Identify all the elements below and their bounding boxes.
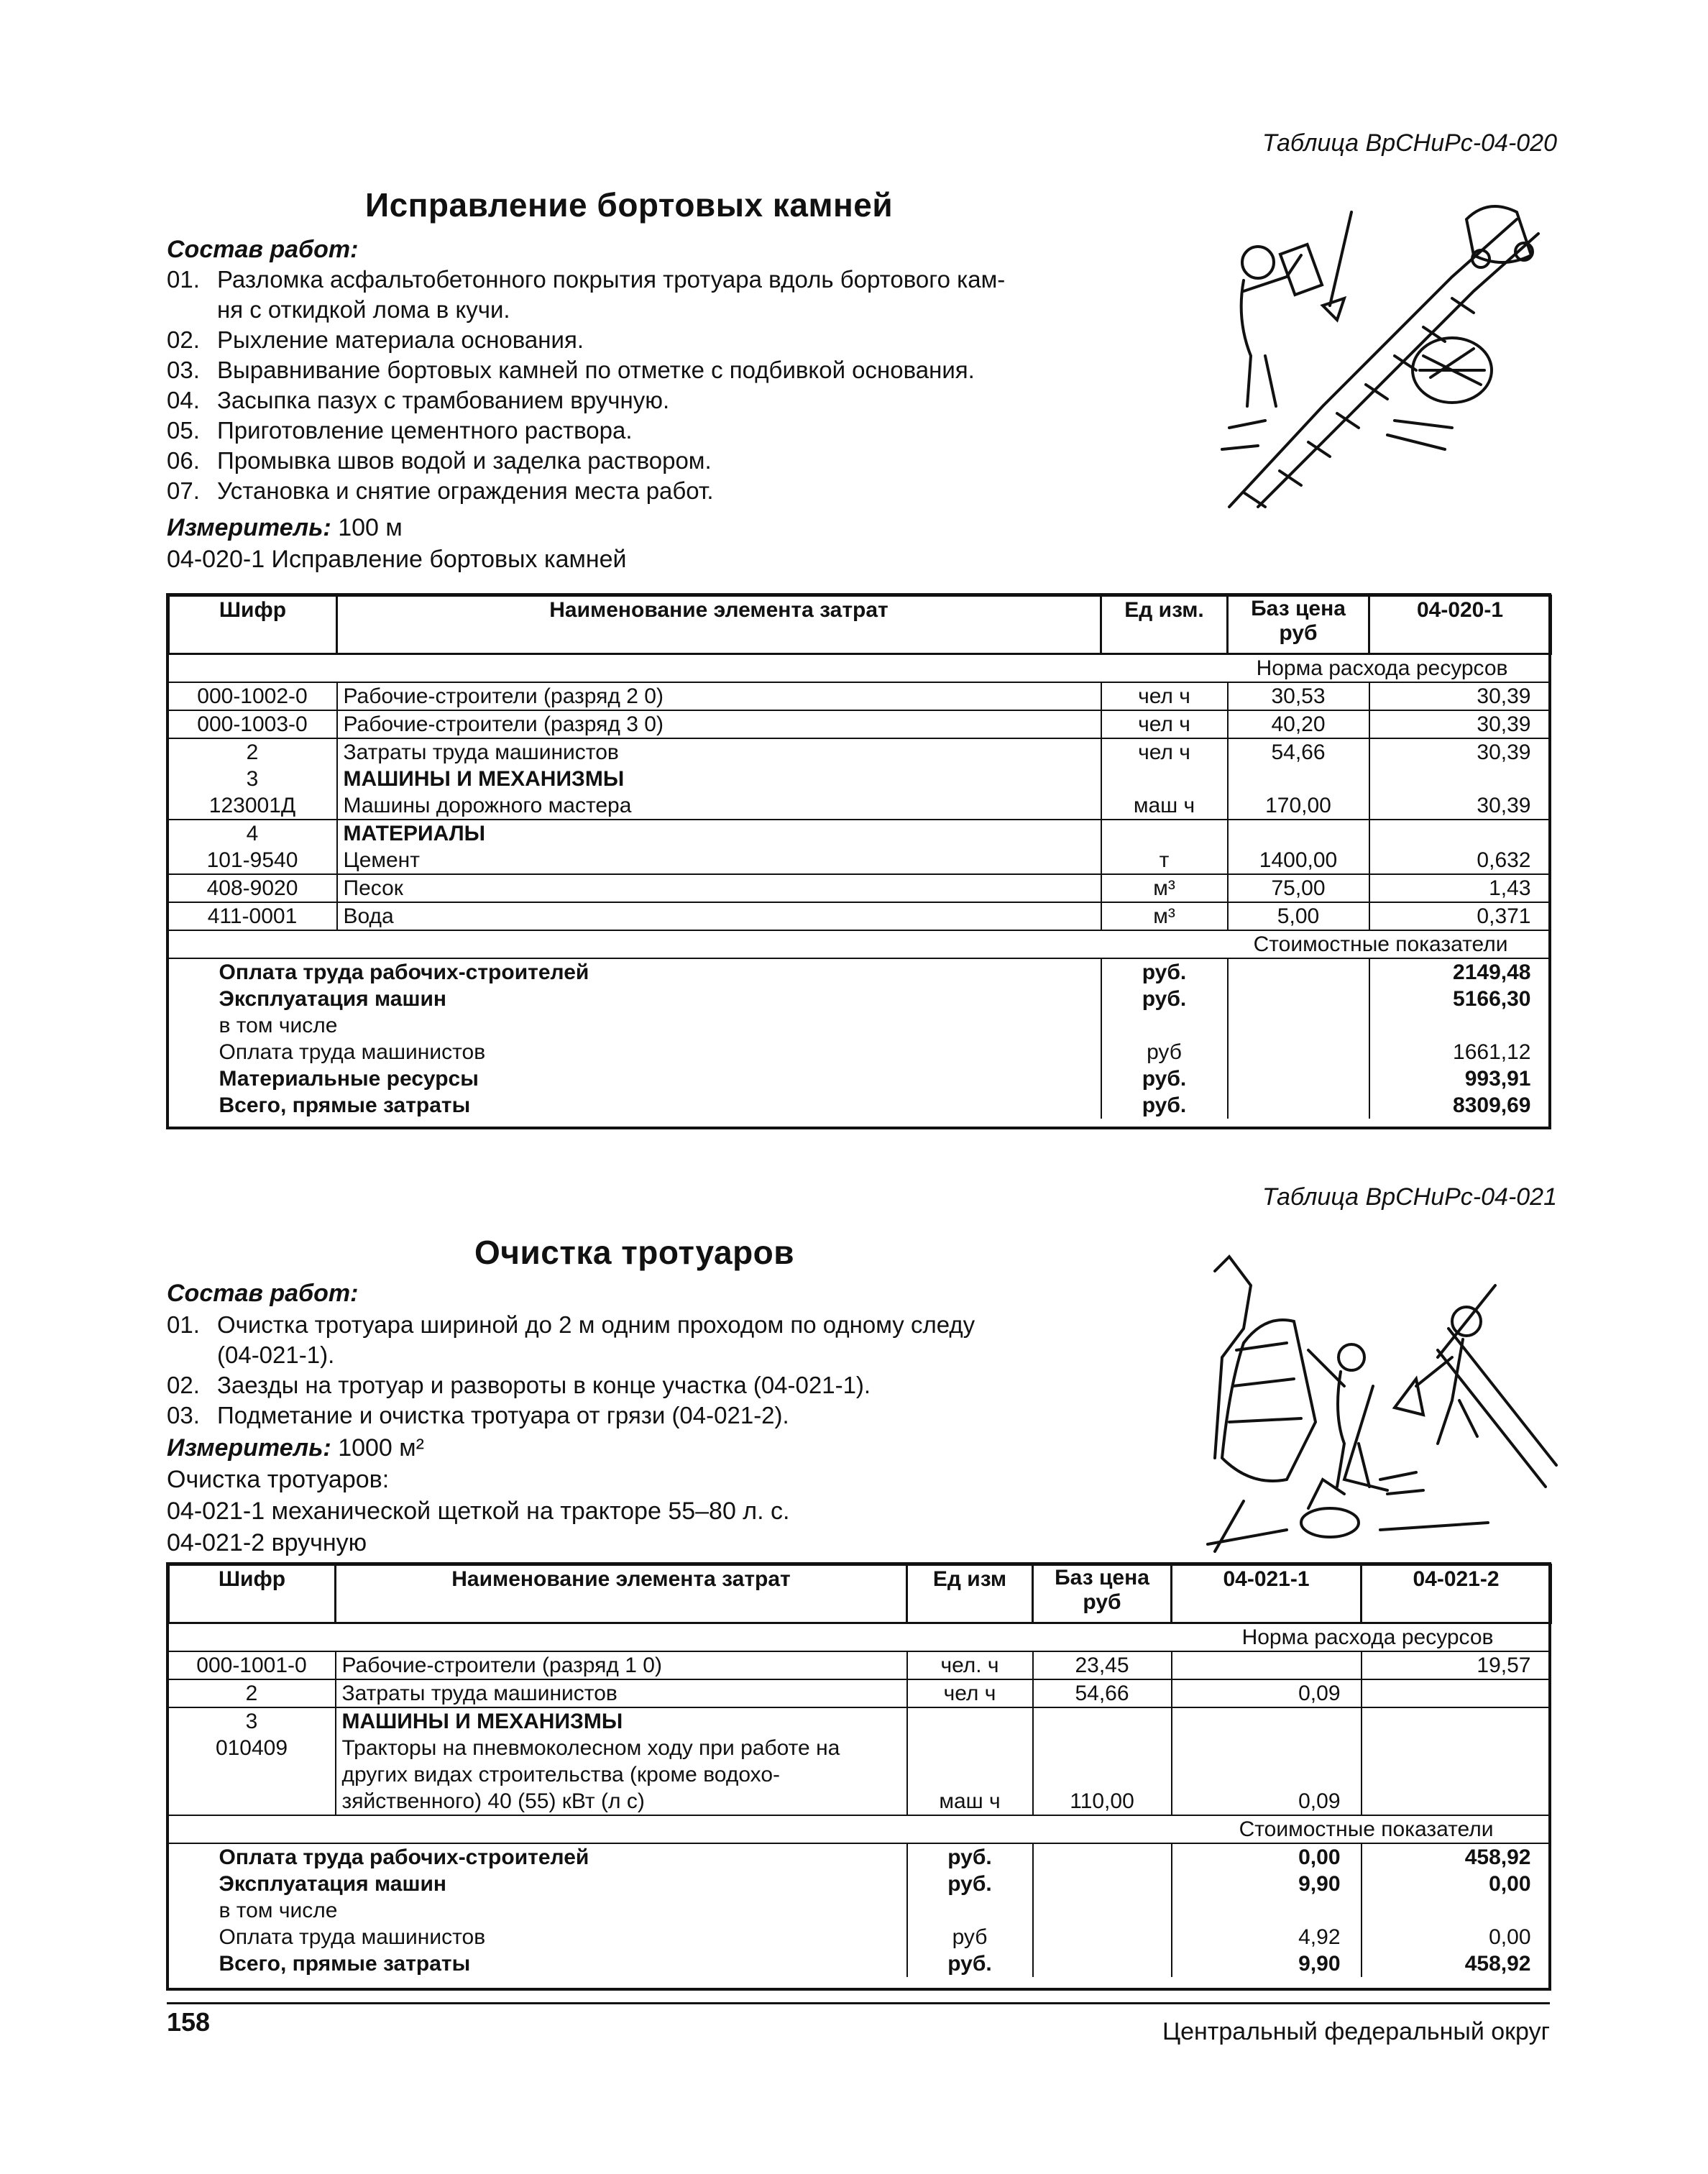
table-caption: Таблица ВрСНиРс-04-021 [1262, 1183, 1557, 1211]
cost-value: 0,00 [1362, 1871, 1551, 1897]
step-text: Подметание и очистка тротуара от грязи (04-021-2). [217, 1402, 789, 1428]
step-number: 02. [167, 326, 200, 353]
cost-row [169, 958, 1551, 986]
cost-value: 0,00 [1172, 1843, 1362, 1871]
base-price: 5,00 [1228, 902, 1369, 930]
cost-value: 2149,48 [1369, 958, 1551, 986]
resource-name: Рабочие-строители (разряд 1 0) [336, 1651, 907, 1679]
table-row [169, 847, 1551, 874]
work-step [167, 446, 1173, 476]
work-step [167, 355, 1173, 385]
work-steps-list [167, 1310, 1173, 1431]
work-step [167, 325, 1173, 355]
norm-value: 30,39 [1369, 738, 1551, 766]
resource-name: Затраты труда машинистов [337, 738, 1101, 766]
cost-unit: руб. [1101, 986, 1228, 1012]
cost-value: 0,00 [1362, 1924, 1551, 1950]
resource-name: Рабочие-строители (разряд 2 0) [337, 682, 1101, 710]
meter-value: 100 м [338, 514, 403, 541]
cost-value: 9,90 [1172, 1871, 1362, 1897]
base-price: 110,00 [1033, 1735, 1172, 1815]
unit: м³ [1101, 874, 1228, 902]
resource-name: Тракторы на пневмоколесном ходу при работе на других видах строительства (кроме водохо-зяйственного) 40 (55) кВт (л с) [336, 1735, 907, 1815]
curb-repair-illustration [1215, 191, 1567, 521]
step-text: Засыпка пазух с трамбованием вручную. [217, 387, 670, 413]
meter-line [167, 512, 403, 544]
cost-name: в том числе [219, 1899, 338, 1922]
step-number: 01. [167, 1311, 200, 1338]
step-number: 05. [167, 417, 200, 444]
base-price [1033, 1707, 1172, 1735]
column-header: Ед изм. [1101, 596, 1228, 654]
cost-unit: руб [907, 1924, 1033, 1950]
base-price: 54,66 [1228, 738, 1369, 766]
resource-code: 000-1001-0 [169, 1651, 336, 1679]
table-caption: Таблица ВрСНиРс-04-020 [1262, 129, 1557, 157]
cost-empty-cell [1033, 1871, 1172, 1897]
norm-value [1172, 1651, 1362, 1679]
column-header: 04-021-1 [1172, 1565, 1362, 1623]
norm-value: 1,43 [1369, 874, 1551, 902]
base-price [1228, 820, 1369, 847]
resource-code: 000-1003-0 [169, 710, 337, 738]
work-step [167, 1400, 1173, 1431]
unit: м³ [1101, 902, 1228, 930]
footer-rule [167, 2002, 1550, 2004]
work-step [167, 1310, 1173, 1340]
cost-row [169, 1924, 1551, 1950]
step-number: 06. [167, 447, 200, 474]
step-text: Выравнивание бортовых камней по отметке с подбивкой основания. [217, 357, 975, 383]
base-price: 170,00 [1228, 792, 1369, 820]
table-row [169, 874, 1551, 902]
step-text: ня с откидкой лома в кучи. [217, 296, 510, 323]
cost-name: Оплата труда рабочих-строителей [219, 960, 589, 984]
resource-code: 101-9540 [169, 847, 337, 874]
resource-name: Вода [337, 902, 1101, 930]
cost-name: Эксплуатация машин [219, 1872, 447, 1896]
meter-value: 1000 м² [338, 1434, 424, 1462]
norm-value [1172, 1707, 1362, 1735]
sweeping-illustration-icon [1200, 1242, 1560, 1559]
base-price: 40,20 [1228, 710, 1369, 738]
meter-label: Измеритель: [167, 514, 331, 541]
cost-name: Оплата труда рабочих-строителей [219, 1845, 589, 1869]
cost-value: 458,92 [1362, 1843, 1551, 1871]
norm-value: 30,39 [1369, 792, 1551, 820]
cost-row [169, 1012, 1551, 1039]
step-text: Установка и снятие ограждения места работ. [217, 477, 714, 504]
work-step [167, 476, 1173, 506]
table-row [169, 1707, 1551, 1735]
base-price [1228, 766, 1369, 792]
table-row [169, 1735, 1551, 1815]
cost-name: Оплата труда машинистов [219, 1040, 486, 1064]
cost-row [169, 1897, 1551, 1924]
unit [1101, 766, 1228, 792]
base-price: 30,53 [1228, 682, 1369, 710]
table-row [169, 766, 1551, 792]
step-number [167, 295, 217, 325]
table-row [169, 1651, 1551, 1679]
meter-label: Измеритель: [167, 1434, 331, 1462]
norm-value: 19,57 [1362, 1651, 1551, 1679]
code-item [167, 1527, 790, 1559]
norm-value: 0,09 [1172, 1735, 1362, 1815]
cost-empty-cell [1228, 1012, 1369, 1039]
cost-empty-cell [1228, 1065, 1369, 1092]
step-number: 01. [167, 266, 200, 293]
section-title: Исправление бортовых камней [365, 186, 894, 224]
table-row [169, 682, 1551, 710]
unit [1101, 820, 1228, 847]
norm-value [1362, 1679, 1551, 1707]
base-price: 54,66 [1033, 1679, 1172, 1707]
code-text: вручную [271, 1529, 367, 1556]
resource-code: 3 [246, 767, 259, 791]
unit: чел ч [1101, 738, 1228, 766]
cost-unit: руб. [907, 1950, 1033, 1977]
cost-unit [1101, 1012, 1228, 1039]
table-row [169, 792, 1551, 820]
cost-empty-cell [1033, 1897, 1172, 1924]
intro-line: Очистка тротуаров: [167, 1466, 390, 1493]
page-number: 158 [167, 2007, 211, 2037]
cost-unit: руб. [907, 1871, 1033, 1897]
work-step [167, 1370, 1173, 1400]
work-step [167, 295, 1173, 325]
step-text: Заезды на тротуар и развороты в конце участка (04-021-1). [217, 1372, 871, 1398]
unit [907, 1707, 1033, 1735]
table-row [169, 710, 1551, 738]
unit: чел ч [1101, 710, 1228, 738]
cost-name: в том числе [219, 1014, 338, 1037]
cost-empty-cell [1033, 1843, 1172, 1871]
work-composition-label: Состав работ: [167, 236, 359, 263]
work-step [167, 416, 1173, 446]
norm-value [1369, 820, 1551, 847]
code-number: 04-021-1 [167, 1498, 265, 1525]
cost-label-row [169, 930, 1551, 958]
cost-row [169, 1092, 1551, 1119]
step-number [167, 1340, 217, 1370]
step-text: Очистка тротуара шириной до 2 м одним проходом по одному следу [217, 1311, 975, 1338]
cost-name: Эксплуатация машин [219, 987, 447, 1011]
norm-value: 0,09 [1172, 1679, 1362, 1707]
norm-value [1362, 1735, 1551, 1815]
resource-name: МАШИНЫ И МЕХАНИЗМЫ [337, 766, 1101, 792]
cost-row [169, 1065, 1551, 1092]
code-item [167, 1495, 790, 1527]
cost-unit: руб. [907, 1843, 1033, 1871]
cost-label-row [169, 1815, 1551, 1843]
section-title: Очистка тротуаров [474, 1234, 795, 1271]
resource-name: МАШИНЫ И МЕХАНИЗМЫ [336, 1707, 907, 1735]
base-price: 23,45 [1033, 1651, 1172, 1679]
cost-empty-cell [1228, 958, 1369, 986]
column-header: Наименование элемента затрат [337, 596, 1101, 654]
workers-illustration-icon [1215, 191, 1567, 521]
resource-name: МАТЕРИАЛЫ [337, 820, 1101, 847]
code-number: 04-021-2 [167, 1529, 265, 1556]
resource-code: 2 [246, 740, 259, 764]
cost-empty-cell [1228, 986, 1369, 1012]
resource-name: Рабочие-строители (разряд 3 0) [337, 710, 1101, 738]
resource-code: 000-1002-0 [169, 682, 337, 710]
resource-code: 411-0001 [169, 902, 337, 930]
cost-value [1369, 1012, 1551, 1039]
cost-unit: руб [1101, 1039, 1228, 1065]
unit: т [1101, 847, 1228, 874]
column-header: Шифр [169, 1565, 336, 1623]
work-composition-label: Состав работ: [167, 1280, 359, 1307]
step-number: 02. [167, 1372, 200, 1398]
cost-name: Материальные ресурсы [219, 1067, 479, 1091]
step-text: Приготовление цементного раствора. [217, 417, 633, 444]
step-number: 03. [167, 1402, 200, 1428]
resource-code: 3 [245, 1710, 258, 1733]
sidewalk-cleaning-illustration [1200, 1242, 1560, 1559]
unit: чел. ч [907, 1651, 1033, 1679]
cost-unit: руб. [1101, 1065, 1228, 1092]
cost-value [1172, 1897, 1362, 1924]
norm-value: 30,39 [1369, 682, 1551, 710]
norm-label-row [169, 1623, 1551, 1652]
resource-code: 4 [246, 822, 259, 845]
cost-row [169, 1039, 1551, 1065]
work-steps-list [167, 265, 1173, 506]
cost-unit [907, 1897, 1033, 1924]
norm-value: 0,371 [1369, 902, 1551, 930]
resource-name: Песок [337, 874, 1101, 902]
resource-code: 408-9020 [169, 874, 337, 902]
cost-empty-cell [1228, 1092, 1369, 1119]
cost-row [169, 1871, 1551, 1897]
norm-label: Норма расхода ресурсов [169, 1623, 1551, 1652]
resource-name: Затраты труда машинистов [336, 1679, 907, 1707]
column-header: 04-021-2 [1362, 1565, 1551, 1623]
step-number: 03. [167, 357, 200, 383]
column-header: Ед изм [907, 1565, 1033, 1623]
cost-name: Оплата труда машинистов [219, 1925, 486, 1949]
resource-table-1 [167, 595, 1552, 1119]
base-price: 75,00 [1228, 874, 1369, 902]
cost-value: 4,92 [1172, 1924, 1362, 1950]
unit: чел ч [907, 1679, 1033, 1707]
table-row [169, 902, 1551, 930]
table-header-row [169, 596, 1551, 654]
code-list [167, 1495, 790, 1559]
base-price: 1400,00 [1228, 847, 1369, 874]
meter-line [167, 1432, 424, 1464]
cost-unit: руб. [1101, 958, 1228, 986]
step-number: 04. [167, 387, 200, 413]
cost-name: Всего, прямые затраты [219, 1093, 471, 1117]
step-text: (04-021-1). [217, 1341, 335, 1368]
cost-label: Стоимостные показатели [169, 930, 1551, 958]
work-step [167, 265, 1173, 295]
cost-value [1362, 1897, 1551, 1924]
norm-value: 0,632 [1369, 847, 1551, 874]
cost-value: 9,90 [1172, 1950, 1362, 1977]
code-line: 04-020-1 Исправление бортовых камней [167, 546, 627, 573]
cost-value: 5166,30 [1369, 986, 1551, 1012]
column-header: Наименование элемента затрат [336, 1565, 907, 1623]
cost-empty-cell [1033, 1950, 1172, 1977]
code-text: механической щеткой на тракторе 55–80 л. с. [271, 1498, 790, 1525]
norm-label-row [169, 654, 1551, 683]
cost-row [169, 986, 1551, 1012]
norm-value: 30,39 [1369, 710, 1551, 738]
cost-label: Стоимостные показатели [169, 1815, 1551, 1843]
cost-value: 458,92 [1362, 1950, 1551, 1977]
norm-value [1362, 1707, 1551, 1735]
column-header: Баз цена руб [1033, 1565, 1172, 1623]
step-text: Рыхление материала основания. [217, 326, 584, 353]
norm-label: Норма расхода ресурсов [169, 654, 1551, 683]
column-header: Баз цена руб [1228, 596, 1369, 654]
column-header: 04-020-1 [1369, 596, 1551, 654]
cost-value: 1661,12 [1369, 1039, 1551, 1065]
resource-code: 123001Д [169, 792, 337, 820]
resource-code: 2 [169, 1679, 336, 1707]
step-text: Разломка асфальтобетонного покрытия тротуара вдоль бортового кам- [217, 266, 1006, 293]
unit: чел ч [1101, 682, 1228, 710]
work-step [167, 385, 1173, 416]
cost-row [169, 1843, 1551, 1871]
resource-code: 010409 [169, 1735, 336, 1815]
cost-empty-cell [1033, 1924, 1172, 1950]
table-row [169, 738, 1551, 766]
table-row [169, 1679, 1551, 1707]
resource-name: Машины дорожного мастера [337, 792, 1101, 820]
step-number: 07. [167, 477, 200, 504]
cost-value: 993,91 [1369, 1065, 1551, 1092]
resource-name: Цемент [337, 847, 1101, 874]
unit: маш ч [1101, 792, 1228, 820]
resource-table-2 [167, 1564, 1552, 1977]
cost-row [169, 1950, 1551, 1977]
cost-name: Всего, прямые затраты [219, 1952, 471, 1976]
table-row [169, 820, 1551, 847]
footer-region: Центральный федеральный округ [1162, 2018, 1550, 2045]
norm-value [1369, 766, 1551, 792]
cost-unit: руб. [1101, 1092, 1228, 1119]
step-text: Промывка швов водой и заделка раствором. [217, 447, 712, 474]
column-header: Шифр [169, 596, 337, 654]
work-step [167, 1340, 1173, 1370]
cost-value: 8309,69 [1369, 1092, 1551, 1119]
cost-empty-cell [1228, 1039, 1369, 1065]
unit: маш ч [907, 1735, 1033, 1815]
table-header-row [169, 1565, 1551, 1623]
